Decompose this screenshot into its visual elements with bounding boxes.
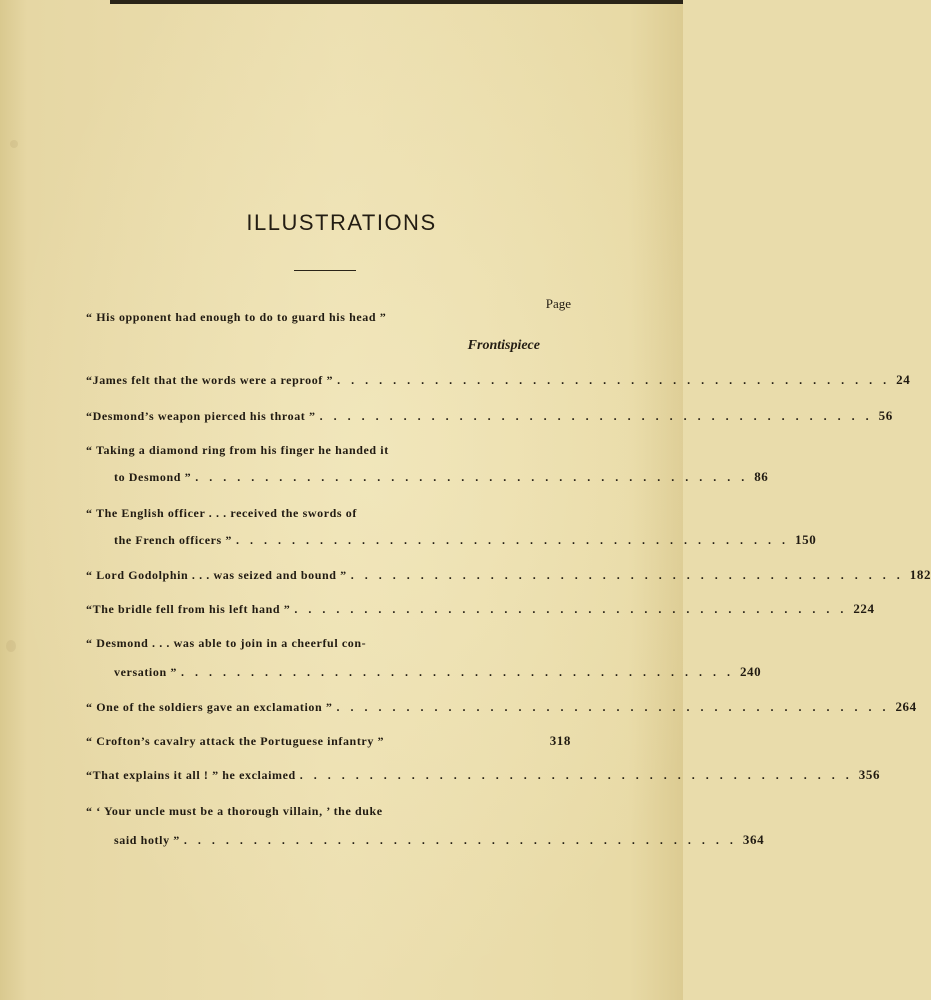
title-rule: [294, 270, 356, 271]
entry-caption: “ His opponent had enough to do to guard his head ”: [86, 310, 387, 324]
entry-page-number: 56: [878, 408, 893, 423]
entry-caption: “ Lord Godolphin . . . was seized and bound ”: [86, 568, 347, 582]
entry-caption: the French officers ”: [114, 533, 233, 547]
entry-caption: “That explains it all ! ” he exclaimed: [86, 768, 296, 782]
entry-caption: “ Taking a diamond ring from his finger he handed it: [86, 443, 389, 457]
leader-dots: . . . . . . . . . . . . . . . . . . . . . . . . . . . . . . . . . . . . . . . .: [180, 665, 734, 679]
illustration-entry: [86, 601, 875, 619]
paper-stain: [6, 640, 16, 652]
entry-page-number: 224: [853, 601, 875, 616]
entry-page-number: 264: [895, 699, 917, 714]
entry-caption: “ Desmond . . . was able to join in a cheerful con-: [86, 636, 367, 650]
entry-caption: versation ”: [114, 665, 177, 679]
entry-caption: “ Crofton’s cavalry attack the Portuguese infantry ”: [86, 734, 385, 748]
entry-caption: “ The English officer . . . received the swords of: [86, 506, 357, 520]
entry-caption: “The bridle fell from his left hand ”: [86, 602, 291, 616]
leader-dots: . . . . . . . . . . . . . . . . . . . . . . . . . . . . . . . . . . . . . . . .: [195, 470, 749, 484]
leader-dots: . . . . . . . . . . . . . . . . . . . . . . . . . . . . . . . . . . . . . . . .: [319, 409, 873, 423]
entry-page-number: 356: [858, 767, 881, 782]
illustration-entry-continuation: [114, 469, 769, 487]
illustration-entry: [86, 443, 571, 461]
leader-dots: . . . . . . . . . . . . . . . . . . . . . . . . . . . . . . . . . . . . . . . .: [183, 833, 737, 847]
leader-dots: . . . . . . . . . . . . . . . . . . . . . . . . . . . . . . . . . . . . . . . .: [350, 568, 904, 582]
entry-caption: “James felt that the words were a reproof ”: [86, 373, 334, 387]
entry-page-number: 86: [754, 469, 769, 484]
entry-page-number: 24: [896, 372, 911, 387]
leader-dots: . . . . . . . . . . . . . . . . . . . . . . . . . . . . . . . . . . . . . . . .: [336, 700, 890, 714]
entry-caption: “Desmond’s weapon pierced his throat ”: [86, 409, 316, 423]
illustration-entry: [86, 767, 881, 785]
illustration-entry: [86, 699, 917, 717]
entry-page-number: 150: [795, 532, 817, 547]
entry-page-number: 182: [909, 567, 931, 582]
illustration-entry: [86, 636, 571, 654]
page-title: ILLUSTRATIONS: [246, 210, 437, 235]
page-column-label: Page: [545, 296, 571, 311]
illustration-entry: [86, 567, 931, 585]
leader-dots: . . . . . . . . . . . . . . . . . . . . . . . . . . . . . . . . . . . . . . . .: [299, 768, 853, 782]
illustration-entry-continuation: [114, 532, 817, 550]
frontispiece-label: Frontispiece: [467, 338, 540, 353]
illustration-entry: [86, 506, 571, 524]
leader-dots: . . . . . . . . . . . . . . . . . . . . . . . . . . . . . . . . . . . . . . . .: [236, 533, 790, 547]
page-top-edge: [110, 0, 683, 4]
entry-page-number: 318: [549, 733, 571, 748]
paper-stain: [10, 140, 18, 148]
entry-caption: to Desmond ”: [114, 470, 192, 484]
entry-page-number: 240: [739, 664, 762, 679]
illustration-entry: [86, 733, 571, 751]
entry-caption: “ One of the soldiers gave an exclamation ”: [86, 700, 333, 714]
illustration-entry: [86, 804, 571, 822]
illustration-entry-continuation: [114, 664, 762, 682]
leader-dots: . . . . . . . . . . . . . . . . . . . . . . . . . . . . . . . . . . . . . . . .: [294, 602, 848, 616]
entry-page-number: 364: [742, 832, 765, 847]
illustration-entry: [86, 408, 893, 426]
illustration-entry-continuation: [114, 832, 765, 850]
leader-dots: . . . . . . . . . . . . . . . . . . . . . . . . . . . . . . . . . . . . . . . .: [337, 373, 891, 387]
illustration-entry: [86, 310, 571, 328]
entry-caption: “ ‘ Your uncle must be a thorough villain, ’ the duke: [86, 804, 383, 818]
illustration-entry: [86, 372, 911, 390]
entry-caption: said hotly ”: [114, 833, 180, 847]
